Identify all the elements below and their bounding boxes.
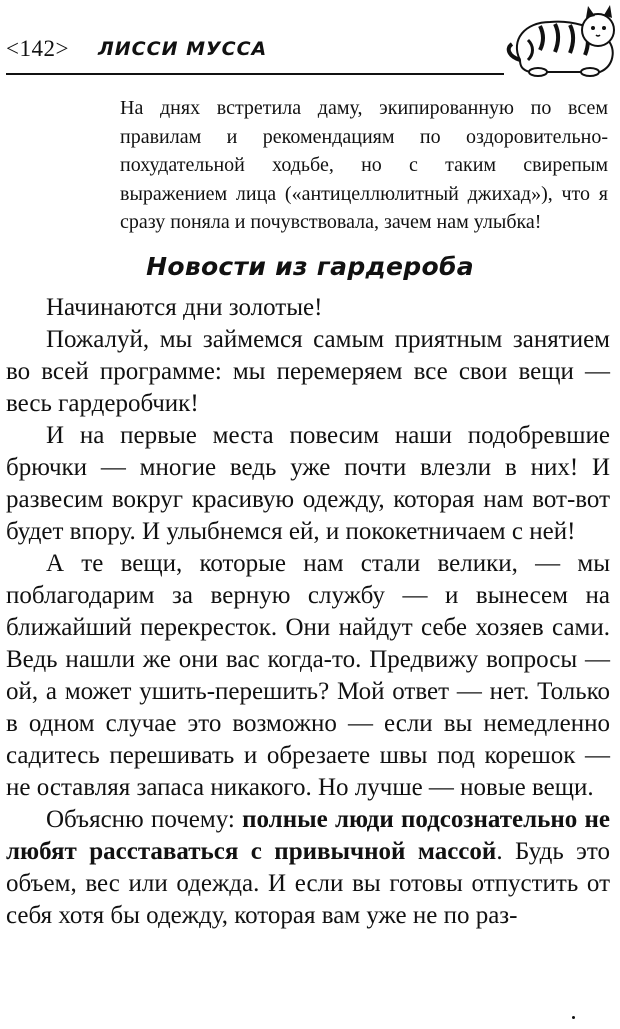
paragraph-last-before: Объясню почему: (46, 806, 243, 833)
header-rule (6, 73, 504, 75)
intro-paragraph (120, 94, 608, 237)
paragraph-last-bold: полные люди подсознательно не любят расставаться с привычной массой (6, 806, 610, 865)
paragraph: А те вещи, которые нам стали велики, — мы поблагодарим за верную службу — и вынесем на ближайший перекресток. Они найдут себе хозяев сами. Ведь нашли же они вас когда-то. Предвижу вопросы — ой, а может ушить-перешить? Мой ответ — нет. Только в одном случае это возможно — если вы немедленно садитесь перешивать и обрезаете швы под корешок — не оставляя запаса никакого. Но лучше — новые вещи. (6, 550, 610, 801)
paragraph-last-after: . Будь это объем, вес или одежда. И если вы готовы отпустить от себя хотя бы одежду, которая вам уже не по раз- (6, 838, 610, 929)
running-title: ЛИССИ МУССА (98, 38, 268, 60)
body-text (6, 292, 610, 932)
paragraph-last (6, 804, 610, 932)
paragraph: И на первые места повесим наши подобревшие брючки — многие ведь уже почти влезли в них! И развесим вокруг красивую одежду, которая нам вот-вот будет впору. И улыбнемся ей, и пококетничаем с ней! (6, 422, 610, 545)
intro-text: На днях встретила даму, экипированную по всем правилам и рекомендациям по оздоровительно-похудательной ходьбе, но с таким свирепым выражением лица («антицеллюлитный джихад»), что я сразу поняла и почувствовала, зачем нам улыбка! (120, 97, 608, 233)
section-title: Новости из гардероба (146, 252, 474, 281)
paragraph: Начинаются дни золотые! (46, 294, 323, 321)
cat-illustration-icon (500, 0, 620, 82)
corner-mark (572, 1016, 575, 1019)
page-number: <142> (6, 36, 69, 61)
paragraph: Пожалуй, мы займемся самым приятным занятием во всей программе: мы перемеряем все свои вещи — весь гардеробчик! (6, 326, 610, 417)
